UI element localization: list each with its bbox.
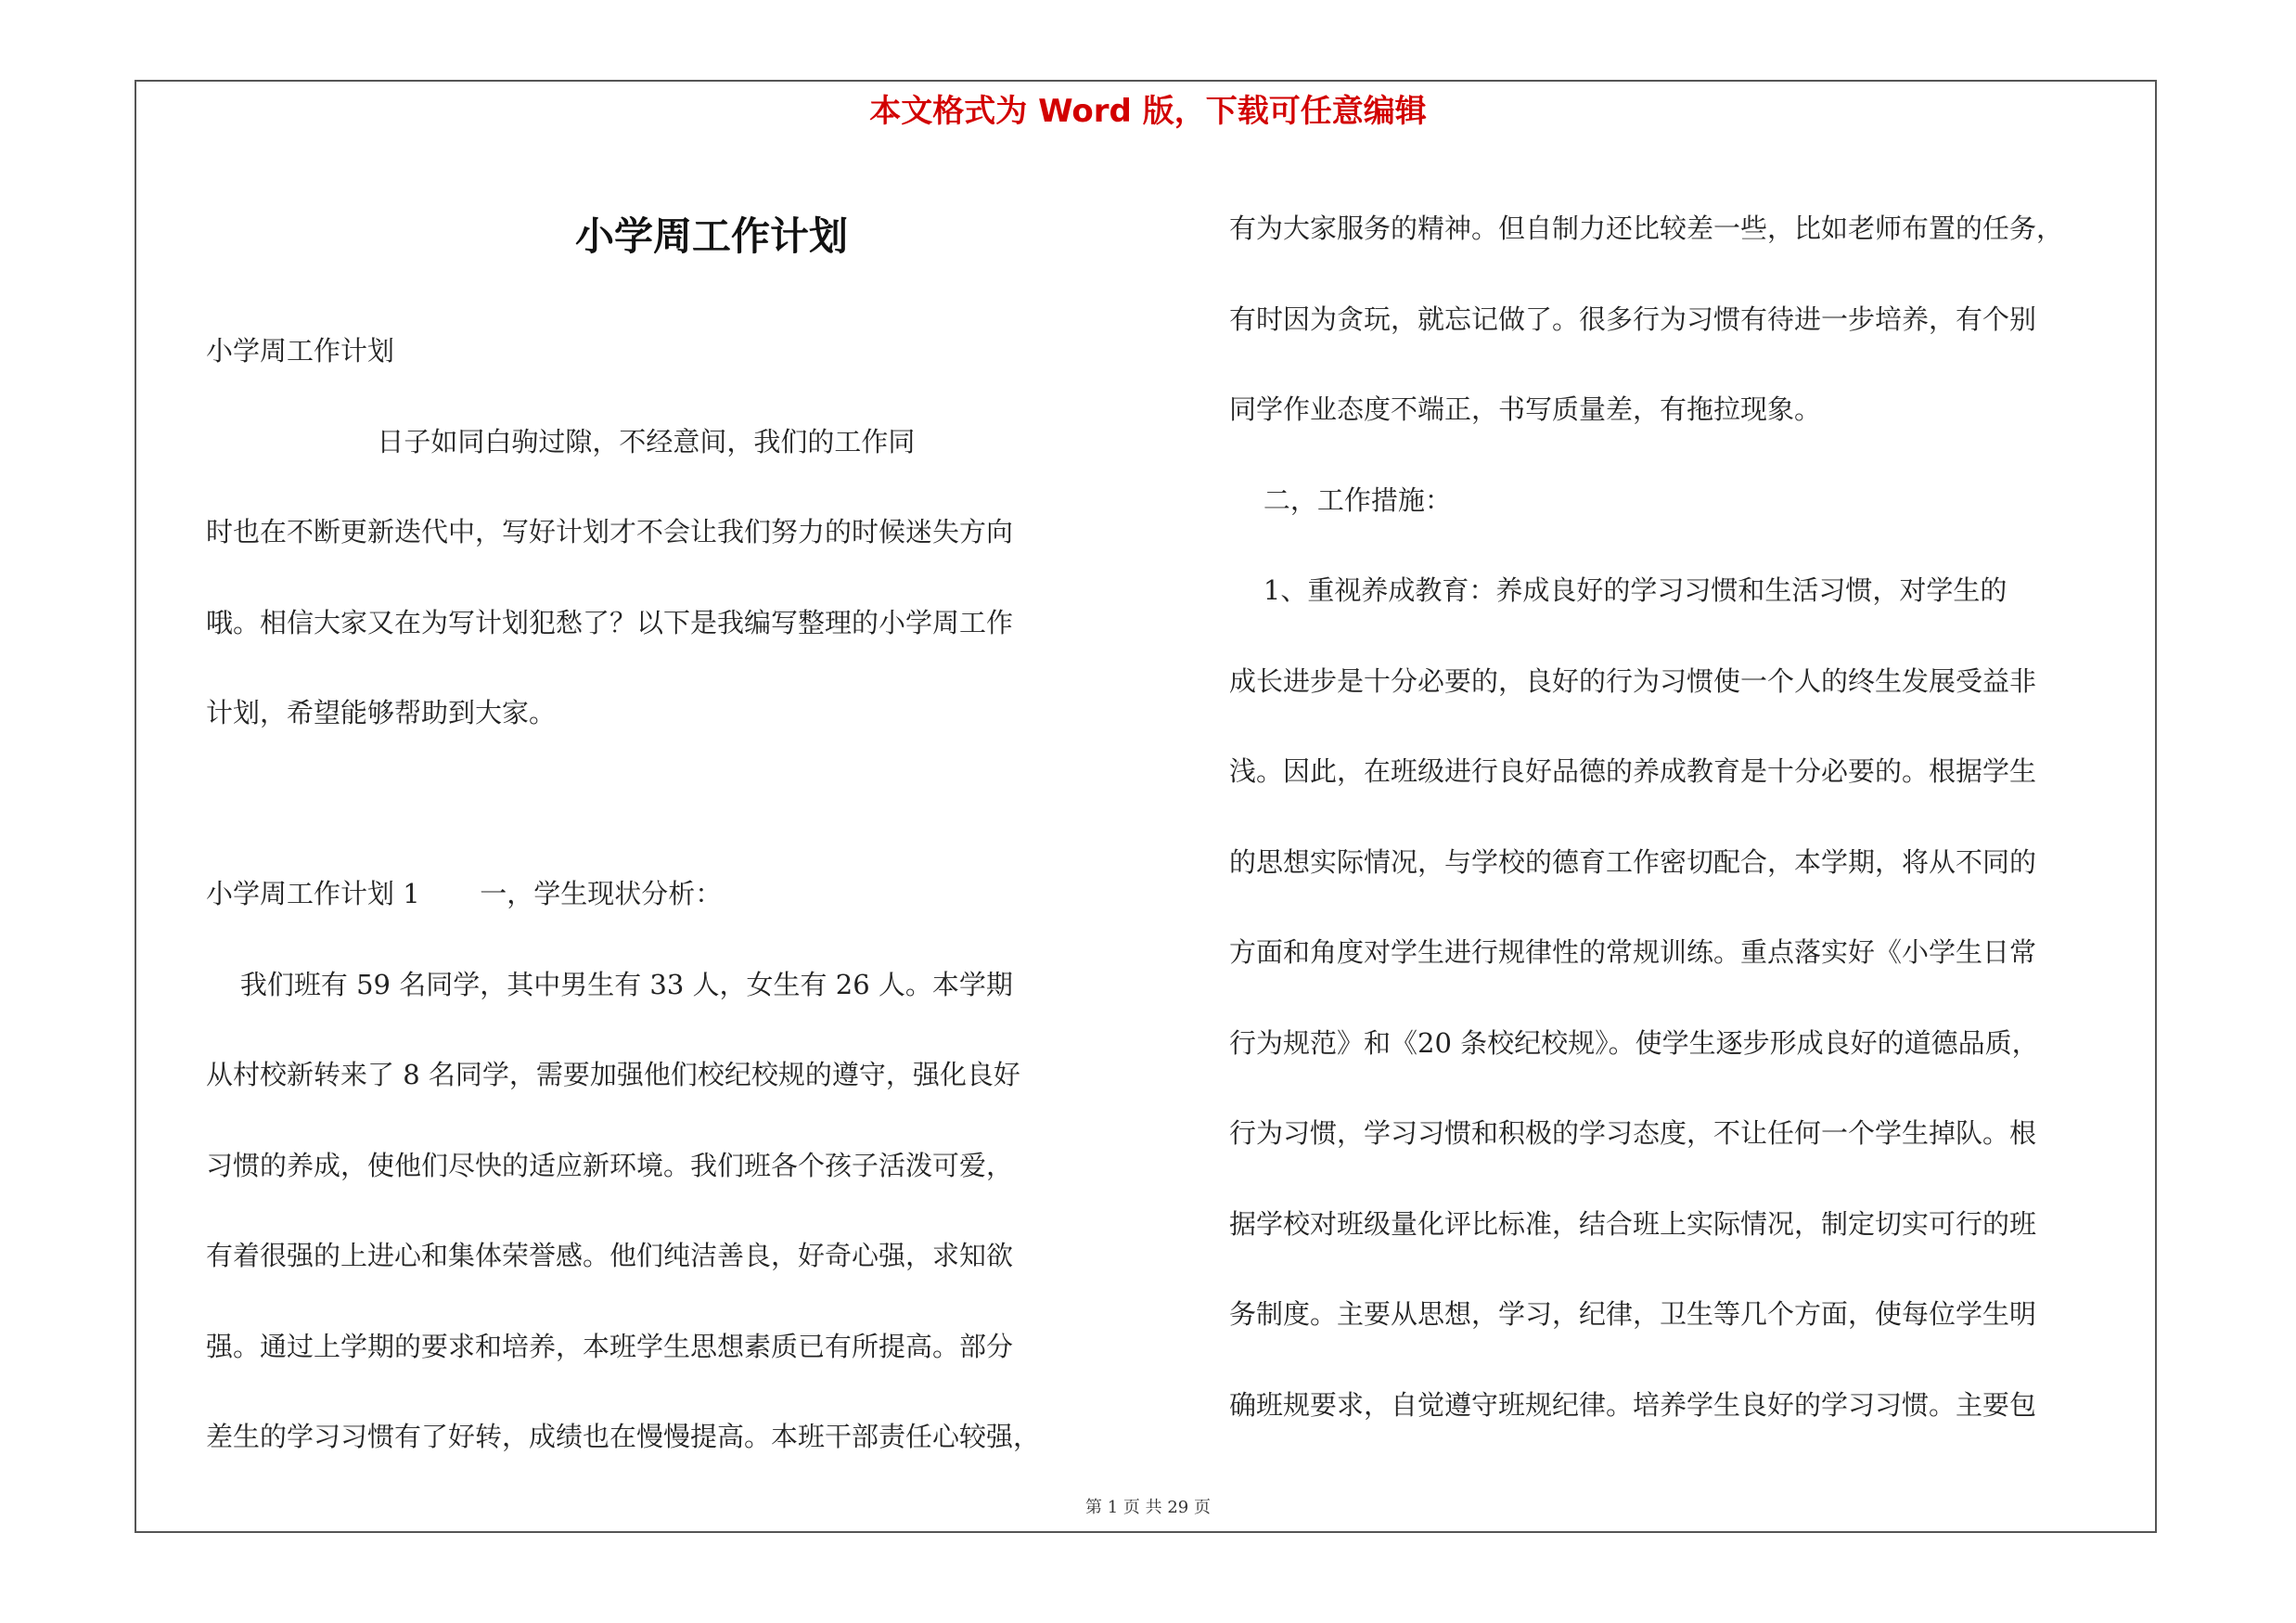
text-line: 哦。相信大家又在为写计划犯愁了？以下是我编写整理的小学周工作 — [206, 606, 1014, 638]
text-line: 1、重视养成教育：养成良好的学习习惯和生活习惯，对学生的 — [1229, 574, 2007, 606]
right-column — [1229, 184, 2161, 1450]
text-line: 的思想实际情况，与学校的德育工作密切配合，本学期，将从不同的 — [1229, 845, 2037, 878]
text-line: 有为大家服务的精神。但自制力还比较差一些，比如老师布置的任务， — [1229, 213, 2064, 244]
text-line: 同学作业态度不端正，书写质量差，有拖拉现象。 — [1229, 393, 1822, 425]
text-line: 日子如同白驹过隙，不经意间，我们的工作同 — [206, 425, 916, 457]
text-line: 差生的学习习惯有了好转，成绩也在慢慢提高。本班干部责任心较强， — [206, 1421, 1041, 1452]
text-line: 我们班有 59 名同学，其中男生有 33 人，女生有 26 人。本学期 — [206, 968, 1013, 1000]
text-line: 计划，希望能够帮助到大家。 — [206, 697, 557, 728]
text-line: 行为习惯，学习习惯和积极的学习态度，不让任何一个学生掉队。根 — [1229, 1117, 2037, 1149]
text-line: 小学周工作计划 — [206, 335, 395, 367]
page-number-footer: 第 1 页 共 29 页 — [1085, 1498, 1211, 1517]
text-line: 行为规范》和《20 条校纪校规》。使学生逐步形成良好的道德品质， — [1229, 1026, 2039, 1059]
text-line: 有时因为贪玩，就忘记做了。很多行为习惯有待进一步培养，有个别 — [1229, 303, 2037, 335]
text-line: 二，工作措施： — [1229, 483, 1452, 516]
text-line: 成长进步是十分必要的，良好的行为习惯使一个人的终生发展受益非 — [1229, 664, 2037, 697]
text-line: 确班规要求，自觉遵守班规纪律。培养学生良好的学习习惯。主要包 — [1229, 1388, 2037, 1421]
left-column — [206, 195, 1143, 1483]
text-line: 习惯的养成，使他们尽快的适应新环境。我们班各个孩子活泼可爱， — [206, 1149, 1014, 1181]
text-line: 方面和角度对学生进行规律性的常规训练。重点落实好《小学生日常 — [1229, 936, 2037, 968]
document-title: 小学周工作计划 — [574, 213, 848, 259]
text-line: 时也在不断更新迭代中，写好计划才不会让我们努力的时候迷失方向 — [206, 516, 1014, 547]
text-line: 有着很强的上进心和集体荣誉感。他们纯洁善良，好奇心强，求知欲 — [206, 1240, 1014, 1271]
text-line: 小学周工作计划 1 一，学生现状分析： — [206, 878, 723, 909]
right-column-body — [1229, 184, 2161, 1450]
left-column-body — [206, 306, 1143, 1483]
text-line: 据学校对班级量化评比标准，结合班上实际情况，制定切实可行的班 — [1229, 1207, 2037, 1240]
text-line: 浅。因此，在班级进行良好品德的养成教育是十分必要的。根据学生 — [1229, 755, 2037, 787]
word-format-banner: 本文格式为 Word 版，下载可任意编辑 — [869, 93, 1427, 130]
text-line — [206, 759, 1143, 850]
text-line: 强。通过上学期的要求和培养，本班学生思想素质已有所提高。部分 — [206, 1330, 1014, 1362]
text-line: 务制度。主要从思想，学习，纪律，卫生等几个方面，使每位学生明 — [1229, 1298, 2037, 1330]
text-line: 从村校新转来了 8 名同学，需要加强他们校纪校规的遵守，强化良好 — [206, 1059, 1020, 1090]
